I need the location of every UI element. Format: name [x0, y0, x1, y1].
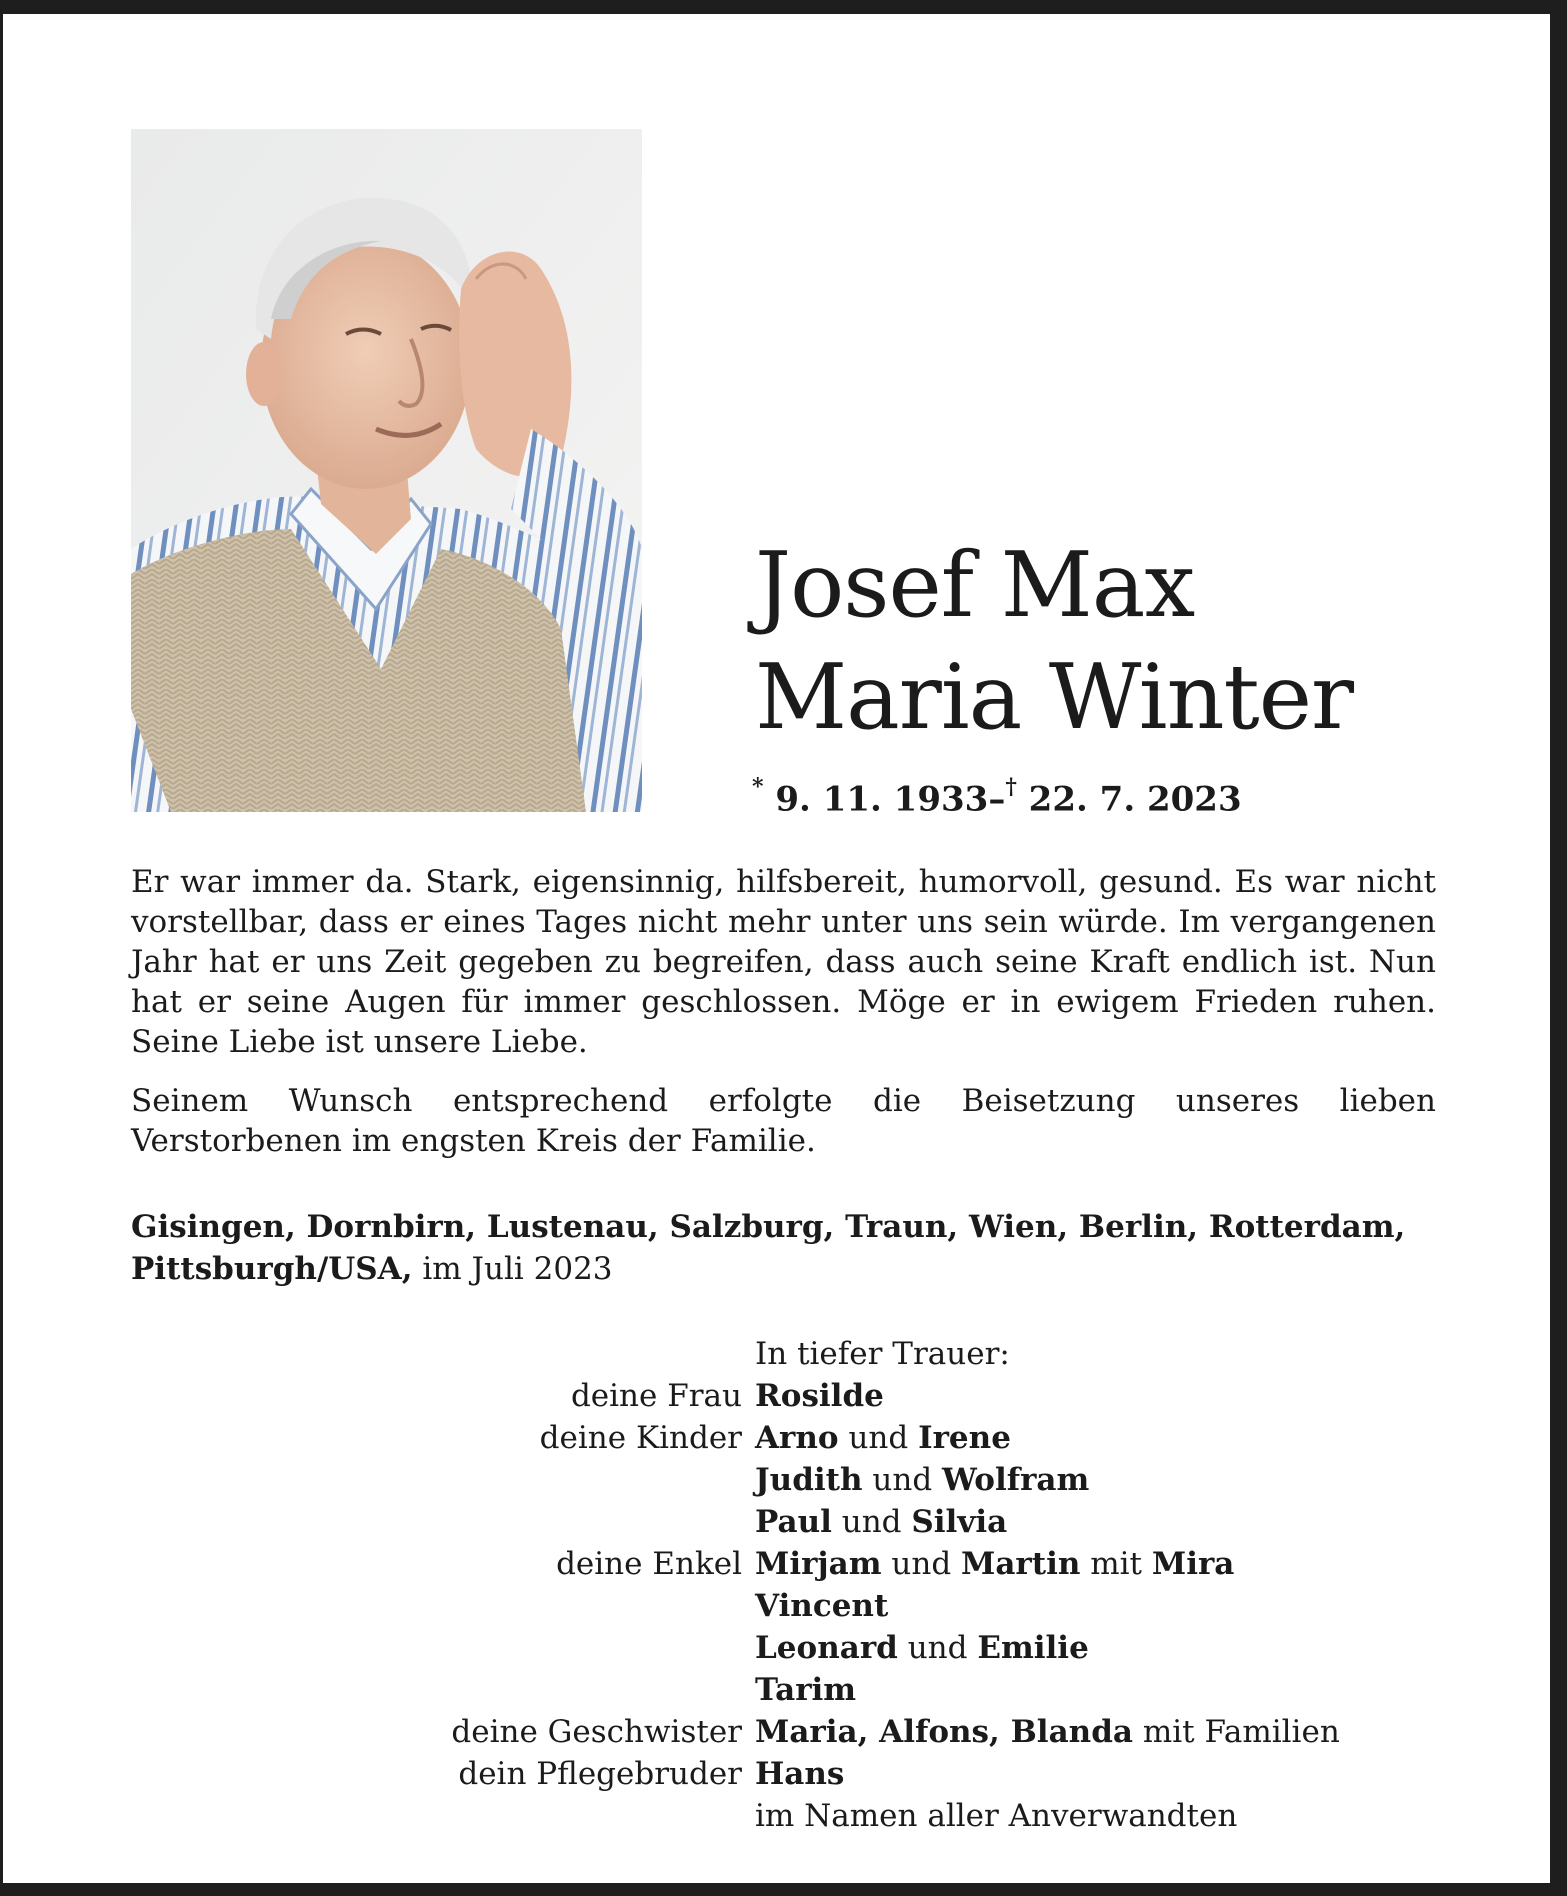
mourner-name: Maria, Alfons, Blanda — [755, 1714, 1133, 1750]
death-date: 22. 7. 2023 — [1028, 779, 1242, 820]
mourner-name: Tarim — [755, 1672, 857, 1708]
burial-paragraph: Seinem Wunsch entsprechend erfolgte die Beisetzung unseres lieben Verstorbenen im engsten Kreis der Familie. — [131, 1083, 1436, 1159]
date-separator: – — [988, 779, 1006, 820]
list-item — [0, 1417, 1567, 1459]
mourner-name: Leonard — [755, 1630, 898, 1666]
relation-label: deine Frau — [570, 1378, 742, 1414]
list-item — [0, 1543, 1567, 1585]
mourner-name: Rosilde — [755, 1378, 884, 1414]
mourners-heading: In tiefer Trauer: — [755, 1336, 1010, 1372]
list-item — [0, 1627, 1567, 1669]
mourner-names — [755, 1711, 1340, 1753]
list-item — [0, 1501, 1567, 1543]
mourner-name: Martin — [961, 1546, 1081, 1582]
closing-row — [0, 1795, 1567, 1837]
conjunction: und — [881, 1546, 962, 1582]
mourner-name: Mira — [1151, 1546, 1235, 1582]
mourners-list — [0, 1333, 1567, 1837]
mourner-names — [755, 1417, 1011, 1459]
list-item — [0, 1459, 1567, 1501]
mourner-name: Mirjam — [755, 1546, 882, 1582]
conjunction: und — [831, 1504, 912, 1540]
portrait-photo — [131, 129, 642, 812]
mourner-name: Paul — [755, 1504, 832, 1540]
places-list: Gisingen, Dornbirn, Lustenau, Salzburg, Traun, Wien, Berlin, Rotterdam, Pittsburgh/USA, — [131, 1209, 1406, 1287]
mourner-names — [755, 1585, 888, 1627]
mourner-name: Vincent — [755, 1588, 889, 1624]
list-item — [0, 1375, 1567, 1417]
tribute-paragraph: Er war immer da. Stark, eigensinnig, hilfsbereit, humorvoll, gesund. Es war nicht vorstellbar, dass er eines Tages nicht mehr unter uns sein würde. Im vergangenen Jahr hat er uns Zeit gegeben zu begreifen, dass auch seine Kraft endlich ist. Nun hat er seine Augen für immer geschlossen. Möge er in ewigem Frieden ruhen. Seine Liebe ist unsere Liebe. — [131, 864, 1436, 1060]
list-item — [0, 1711, 1567, 1753]
mourners-heading-row — [0, 1333, 1567, 1375]
mourner-name: Wolfram — [942, 1462, 1090, 1498]
birth-date: 9. 11. 1933 — [775, 779, 989, 820]
list-item — [0, 1669, 1567, 1711]
closing-line: im Namen aller Anverwandten — [755, 1798, 1238, 1834]
mourner-names — [755, 1627, 1089, 1669]
mourner-name: Hans — [755, 1756, 845, 1792]
conjunction: und — [897, 1630, 978, 1666]
death-symbol: † — [1005, 774, 1017, 800]
relation-label: deine Enkel — [556, 1546, 742, 1582]
conjunction: und — [862, 1462, 943, 1498]
conjunction: und — [838, 1420, 919, 1456]
mourner-name: Judith — [755, 1462, 863, 1498]
deceased-name-line1: Josef Max — [755, 533, 1195, 638]
relation-label: dein Pflegebruder — [458, 1756, 742, 1792]
mourner-names — [755, 1375, 884, 1417]
list-item — [0, 1585, 1567, 1627]
conjunction: mit Familien — [1132, 1714, 1340, 1750]
mourner-name: Emilie — [977, 1630, 1089, 1666]
mourner-name: Irene — [918, 1420, 1011, 1456]
relation-label: deine Kinder — [539, 1420, 742, 1456]
places-line — [131, 1206, 1436, 1290]
mourner-names — [755, 1459, 1089, 1501]
deceased-name — [755, 530, 1475, 754]
mourner-name: Silvia — [911, 1504, 1008, 1540]
mourner-name: Arno — [755, 1420, 839, 1456]
deceased-name-line2: Maria Winter — [755, 645, 1354, 750]
mourner-names — [755, 1501, 1007, 1543]
mourner-names — [755, 1753, 844, 1795]
mourner-names — [755, 1669, 856, 1711]
mourner-names — [755, 1543, 1234, 1585]
place-date: im Juli 2023 — [412, 1251, 613, 1287]
life-dates — [752, 774, 1242, 820]
list-item — [0, 1753, 1567, 1795]
conjunction: mit — [1080, 1546, 1152, 1582]
relation-label: deine Geschwister — [451, 1714, 742, 1750]
birth-symbol: * — [752, 774, 764, 800]
